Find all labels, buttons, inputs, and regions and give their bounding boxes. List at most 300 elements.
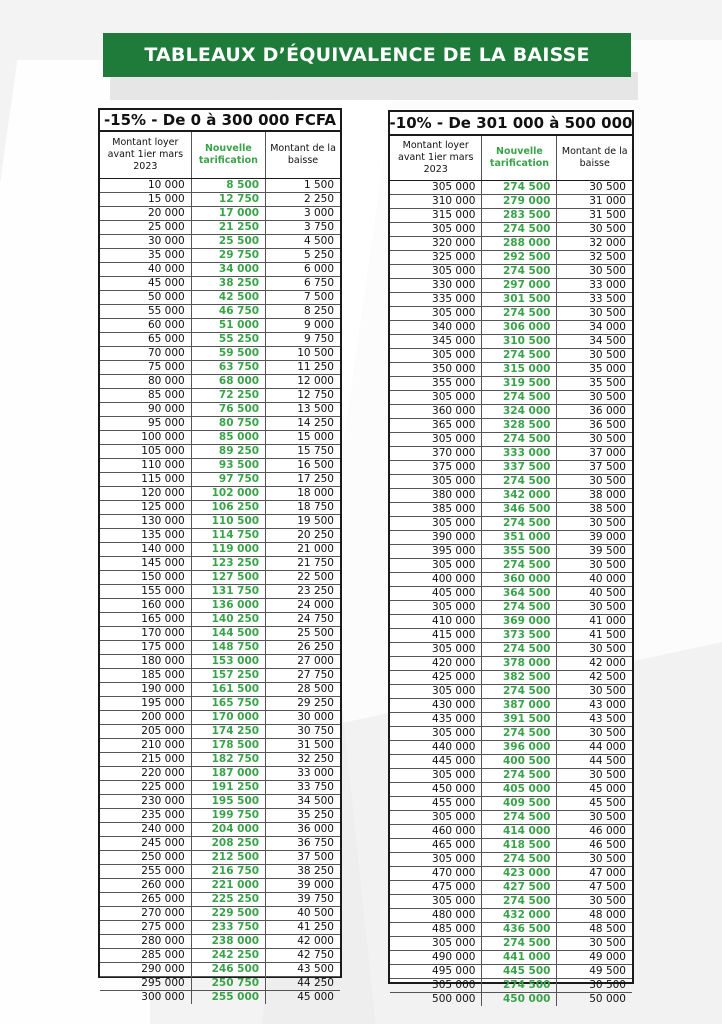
old-rent-cell: 305 000: [390, 306, 482, 320]
table-row: [100, 192, 340, 206]
new-price-cell: 225 250: [191, 892, 265, 906]
reduction-cell: 48 500: [557, 922, 632, 936]
old-rent-cell: 305 000: [390, 432, 482, 446]
reduction-cell: 27 750: [266, 668, 340, 682]
new-price-cell: 161 500: [191, 682, 265, 696]
old-rent-cell: 190 000: [100, 682, 191, 696]
new-price-cell: 233 750: [191, 920, 265, 934]
new-price-cell: 274 500: [482, 810, 557, 824]
table-row: [390, 782, 632, 796]
table-row: [390, 362, 632, 376]
new-price-cell: 387 000: [482, 698, 557, 712]
reduction-cell: 46 500: [557, 838, 632, 852]
reduction-cell: 19 500: [266, 514, 340, 528]
reduction-cell: 18 750: [266, 500, 340, 514]
old-rent-cell: 100 000: [100, 430, 191, 444]
table-row: [100, 794, 340, 808]
old-rent-cell: 485 000: [390, 922, 482, 936]
new-price-cell: 187 000: [191, 766, 265, 780]
table-row: [390, 530, 632, 544]
old-rent-cell: 305 000: [390, 474, 482, 488]
new-price-cell: 445 500: [482, 964, 557, 978]
table-body: [100, 178, 340, 1004]
table-row: [390, 726, 632, 740]
old-rent-cell: 305 000: [390, 558, 482, 572]
reduction-cell: 30 500: [557, 264, 632, 278]
table-row: [100, 262, 340, 276]
reduction-table-15: [98, 108, 342, 1003]
reduction-cell: 10 500: [266, 346, 340, 360]
table-row: [390, 796, 632, 810]
old-rent-cell: 280 000: [100, 934, 191, 948]
new-price-cell: 165 750: [191, 696, 265, 710]
table-row: [390, 334, 632, 348]
table-row: [100, 486, 340, 500]
new-price-cell: 427 500: [482, 880, 557, 894]
table-row: [100, 458, 340, 472]
table-row: [390, 418, 632, 432]
table-row: [390, 894, 632, 908]
new-price-cell: 131 750: [191, 584, 265, 598]
new-price-cell: 25 500: [191, 234, 265, 248]
new-price-cell: 55 250: [191, 332, 265, 346]
new-price-cell: 238 000: [191, 934, 265, 948]
reduction-cell: 18 000: [266, 486, 340, 500]
header-reduction: Montant de la baisse: [557, 136, 632, 180]
old-rent-cell: 230 000: [100, 794, 191, 808]
new-price-cell: 396 000: [482, 740, 557, 754]
reduction-cell: 30 500: [557, 642, 632, 656]
reduction-cell: 40 500: [557, 586, 632, 600]
table-row: [100, 514, 340, 528]
reduction-cell: 30 500: [557, 222, 632, 236]
reduction-cell: 47 500: [557, 880, 632, 894]
old-rent-cell: 270 000: [100, 906, 191, 920]
table-row: [100, 948, 340, 962]
table-row: [100, 626, 340, 640]
old-rent-cell: 380 000: [390, 488, 482, 502]
new-price-cell: 328 500: [482, 418, 557, 432]
table-row: [100, 808, 340, 822]
table-row: [390, 250, 632, 264]
new-price-cell: 274 500: [482, 516, 557, 530]
new-price-cell: 432 000: [482, 908, 557, 922]
table-row: [390, 502, 632, 516]
new-price-cell: 170 000: [191, 710, 265, 724]
old-rent-cell: 275 000: [100, 920, 191, 934]
old-rent-cell: 305 000: [390, 936, 482, 950]
table-row: [390, 824, 632, 838]
table-row: [390, 852, 632, 866]
new-price-cell: 436 500: [482, 922, 557, 936]
reduction-cell: 44 000: [557, 740, 632, 754]
old-rent-cell: 305 000: [390, 642, 482, 656]
new-price-cell: 8 500: [191, 178, 265, 192]
new-price-cell: 97 750: [191, 472, 265, 486]
table-row: [390, 754, 632, 768]
table-title: -15% - De 0 à 300 000 FCFA: [100, 110, 340, 132]
header-old-rent: Montant loyer avant 1ier mars 2023: [100, 132, 191, 178]
reduction-cell: 15 750: [266, 444, 340, 458]
table-row: [390, 516, 632, 530]
new-price-cell: 274 500: [482, 852, 557, 866]
new-price-cell: 178 500: [191, 738, 265, 752]
old-rent-cell: 450 000: [390, 782, 482, 796]
new-price-cell: 21 250: [191, 220, 265, 234]
table-row: [100, 598, 340, 612]
new-price-cell: 274 500: [482, 348, 557, 362]
reduction-cell: 47 000: [557, 866, 632, 880]
table-row: [390, 992, 632, 1006]
new-price-cell: 85 000: [191, 430, 265, 444]
old-rent-cell: 50 000: [100, 290, 191, 304]
table-row: [390, 544, 632, 558]
old-rent-cell: 35 000: [100, 248, 191, 262]
reduction-cell: 38 250: [266, 864, 340, 878]
reduction-cell: 35 250: [266, 808, 340, 822]
new-price-cell: 255 000: [191, 990, 265, 1004]
reduction-cell: 32 250: [266, 752, 340, 766]
reduction-cell: 45 000: [297, 990, 334, 1003]
new-price-cell: 369 000: [482, 614, 557, 628]
old-rent-cell: 350 000: [390, 362, 482, 376]
reduction-cell: 31 500: [266, 738, 340, 752]
table-row: [100, 444, 340, 458]
reduction-cell: 3 750: [266, 220, 340, 234]
new-price-cell: 242 250: [191, 948, 265, 962]
old-rent-cell: 290 000: [100, 962, 191, 976]
new-price-cell: 157 250: [191, 668, 265, 682]
old-rent-cell: 285 000: [100, 948, 191, 962]
reduction-cell: 50 000: [589, 992, 626, 1005]
old-rent-cell: 85 000: [100, 388, 191, 402]
new-price-cell: 391 500: [482, 712, 557, 726]
table-row: [390, 264, 632, 278]
reduction-cell: 11 250: [266, 360, 340, 374]
new-price-cell: 182 750: [191, 752, 265, 766]
new-price-cell: 418 500: [482, 838, 557, 852]
reduction-cell: 21 750: [266, 556, 340, 570]
old-rent-cell: 250 000: [100, 850, 191, 864]
table-row: [390, 292, 632, 306]
old-rent-cell: 105 000: [100, 444, 191, 458]
reduction-cell: 30 500: [557, 978, 632, 992]
new-price-cell: 29 750: [191, 248, 265, 262]
old-rent-cell: 180 000: [100, 654, 191, 668]
new-price-cell: 441 000: [482, 950, 557, 964]
new-price-cell: 382 500: [482, 670, 557, 684]
reduction-cell: 43 000: [557, 698, 632, 712]
table-row: [100, 290, 340, 304]
new-price-cell: 46 750: [191, 304, 265, 318]
new-price-cell: 110 500: [191, 514, 265, 528]
table-row: [100, 430, 340, 444]
old-rent-cell: 470 000: [390, 866, 482, 880]
new-price-cell: 102 000: [191, 486, 265, 500]
table-row: [390, 768, 632, 782]
old-rent-cell: 490 000: [390, 950, 482, 964]
old-rent-cell: 215 000: [100, 752, 191, 766]
old-rent-cell: 305 000: [390, 390, 482, 404]
old-rent-cell: 30 000: [100, 234, 191, 248]
old-rent-cell: 305 000: [390, 516, 482, 530]
old-rent-cell: 405 000: [390, 586, 482, 600]
header-row: [390, 136, 632, 180]
new-price-cell: 72 250: [191, 388, 265, 402]
reduction-cell: 8 250: [266, 304, 340, 318]
new-price-cell: 414 000: [482, 824, 557, 838]
new-price-cell: 250 750: [191, 976, 265, 990]
new-price-cell: 405 000: [482, 782, 557, 796]
new-price-cell: 274 500: [482, 390, 557, 404]
old-rent-cell: 260 000: [100, 878, 191, 892]
reduction-cell: 37 000: [557, 446, 632, 460]
reduction-cell: 30 500: [557, 348, 632, 362]
old-rent-cell: 200 000: [100, 710, 191, 724]
table-row: [100, 500, 340, 514]
table-row: [100, 332, 340, 346]
table-row: [100, 920, 340, 934]
table-row: [390, 740, 632, 754]
reduction-cell: 32 000: [557, 236, 632, 250]
table-row: [100, 220, 340, 234]
table-row: [390, 656, 632, 670]
old-rent-cell: 20 000: [100, 206, 191, 220]
reduction-cell: 1 500: [266, 178, 340, 192]
reduction-cell: 9 750: [266, 332, 340, 346]
old-rent-cell: 210 000: [100, 738, 191, 752]
new-price-cell: 89 250: [191, 444, 265, 458]
reduction-cell: 22 500: [266, 570, 340, 584]
old-rent-cell: 130 000: [100, 514, 191, 528]
new-price-cell: 315 000: [482, 362, 557, 376]
table-row: [100, 612, 340, 626]
reduction-cell: 30 500: [557, 180, 632, 194]
new-price-cell: 136 000: [191, 598, 265, 612]
new-price-cell: 373 500: [482, 628, 557, 642]
new-price-cell: 274 500: [482, 978, 557, 992]
new-price-cell: 292 500: [482, 250, 557, 264]
old-rent-cell: 495 000: [390, 964, 482, 978]
new-price-cell: 114 750: [191, 528, 265, 542]
reduction-cell: 30 500: [557, 768, 632, 782]
table-row: [100, 234, 340, 248]
reduction-table-10: [388, 110, 634, 1005]
table-row: [100, 766, 340, 780]
new-price-cell: 204 000: [191, 822, 265, 836]
reduction-cell: 30 500: [557, 390, 632, 404]
reduction-cell: 30 500: [557, 516, 632, 530]
header-new-price: Nouvelle tarification: [482, 136, 557, 180]
reduction-cell: 46 000: [557, 824, 632, 838]
old-rent-cell: 460 000: [390, 824, 482, 838]
old-rent-cell: 125 000: [100, 500, 191, 514]
table-row: [100, 962, 340, 976]
old-rent-cell: 25 000: [100, 220, 191, 234]
reduction-cell: 45 500: [557, 796, 632, 810]
reduction-cell: 30 750: [266, 724, 340, 738]
reduction-cell: 48 000: [557, 908, 632, 922]
new-price-cell: 342 000: [482, 488, 557, 502]
reduction-cell: 31 500: [557, 208, 632, 222]
new-price-cell: 423 000: [482, 866, 557, 880]
new-price-cell: 274 500: [482, 222, 557, 236]
table-row: [100, 906, 340, 920]
reduction-cell: 43 500: [266, 962, 340, 976]
table-row: [100, 304, 340, 318]
new-price-cell: 364 500: [482, 586, 557, 600]
reduction-cell: 24 000: [266, 598, 340, 612]
old-rent-cell: 305 000: [390, 978, 482, 992]
old-rent-cell: 150 000: [100, 570, 191, 584]
table-row: [100, 248, 340, 262]
table-row: [390, 278, 632, 292]
old-rent-cell: 325 000: [390, 250, 482, 264]
table-row: [100, 864, 340, 878]
old-rent-cell: 95 000: [100, 416, 191, 430]
new-price-cell: 51 000: [191, 318, 265, 332]
new-price-cell: 148 750: [191, 640, 265, 654]
table-row: [390, 404, 632, 418]
table-row: [100, 822, 340, 836]
old-rent-cell: 90 000: [100, 402, 191, 416]
new-price-cell: 310 500: [482, 334, 557, 348]
new-price-cell: 144 500: [191, 626, 265, 640]
table-row: [100, 374, 340, 388]
old-rent-cell: 305 000: [390, 222, 482, 236]
reduction-cell: 44 250: [266, 976, 340, 990]
old-rent-cell: 170 000: [100, 626, 191, 640]
table-row: [390, 880, 632, 894]
old-rent-cell: 70 000: [100, 346, 191, 360]
old-rent-cell: 500 000: [390, 992, 482, 1006]
new-price-cell: 274 500: [482, 306, 557, 320]
reduction-cell: 39 000: [557, 530, 632, 544]
new-price-cell: 279 000: [482, 194, 557, 208]
old-rent-cell: 445 000: [390, 754, 482, 768]
table-row: [390, 600, 632, 614]
new-price-cell: 450 000: [482, 992, 557, 1006]
reduction-cell: 34 000: [557, 320, 632, 334]
new-price-cell: 68 000: [191, 374, 265, 388]
table-row: [100, 724, 340, 738]
reduction-cell: 30 500: [557, 726, 632, 740]
old-rent-cell: 425 000: [390, 670, 482, 684]
old-rent-cell: 55 000: [100, 304, 191, 318]
table-row: [100, 654, 340, 668]
table-row: [100, 584, 340, 598]
header-reduction: Montant de la baisse: [266, 132, 340, 178]
old-rent-cell: 385 000: [390, 502, 482, 516]
reduction-cell: 24 750: [266, 612, 340, 626]
reduction-cell: 41 250: [266, 920, 340, 934]
reduction-cell: 43 500: [557, 712, 632, 726]
table-row: [390, 866, 632, 880]
reduction-cell: 30 500: [557, 600, 632, 614]
old-rent-cell: 435 000: [390, 712, 482, 726]
old-rent-cell: 320 000: [390, 236, 482, 250]
reduction-cell: 35 000: [557, 362, 632, 376]
header-row: [100, 132, 340, 178]
new-price-cell: 119 000: [191, 542, 265, 556]
new-price-cell: 319 500: [482, 376, 557, 390]
table-row: [390, 180, 632, 194]
new-price-cell: 174 250: [191, 724, 265, 738]
reduction-cell: 41 000: [557, 614, 632, 628]
old-rent-cell: 395 000: [390, 544, 482, 558]
new-price-cell: 195 500: [191, 794, 265, 808]
old-rent-cell: 265 000: [100, 892, 191, 906]
reduction-cell: 34 500: [266, 794, 340, 808]
reduction-cell: 30 500: [557, 558, 632, 572]
old-rent-cell: 305 000: [390, 768, 482, 782]
table-row: [390, 978, 632, 992]
reduction-cell: 16 500: [266, 458, 340, 472]
reduction-cell: 26 250: [266, 640, 340, 654]
reduction-cell: 38 000: [557, 488, 632, 502]
reduction-cell: 2 250: [266, 192, 340, 206]
old-rent-cell: 140 000: [100, 542, 191, 556]
reduction-cell: 9 000: [266, 318, 340, 332]
new-price-cell: 191 250: [191, 780, 265, 794]
old-rent-cell: 15 000: [100, 192, 191, 206]
table-row: [100, 752, 340, 766]
reduction-cell: 49 500: [557, 964, 632, 978]
old-rent-cell: 295 000: [100, 976, 191, 990]
table-row: [100, 934, 340, 948]
new-price-cell: 324 000: [482, 404, 557, 418]
old-rent-cell: 305 000: [390, 810, 482, 824]
table-row: [100, 976, 340, 990]
old-rent-cell: 195 000: [100, 696, 191, 710]
table-row: [100, 892, 340, 906]
table-row: [100, 416, 340, 430]
new-price-cell: 306 000: [482, 320, 557, 334]
table-row: [100, 668, 340, 682]
new-price-cell: 333 000: [482, 446, 557, 460]
table-row: [390, 348, 632, 362]
new-price-cell: 274 500: [482, 684, 557, 698]
reduction-cell: 12 000: [266, 374, 340, 388]
reduction-cell: 33 000: [266, 766, 340, 780]
old-rent-cell: 110 000: [100, 458, 191, 472]
new-price-cell: 297 000: [482, 278, 557, 292]
new-price-cell: 63 750: [191, 360, 265, 374]
reduction-cell: 40 000: [557, 572, 632, 586]
old-rent-cell: 455 000: [390, 796, 482, 810]
new-price-cell: 274 500: [482, 936, 557, 950]
reduction-cell: 15 000: [266, 430, 340, 444]
old-rent-cell: 415 000: [390, 628, 482, 642]
old-rent-cell: 240 000: [100, 822, 191, 836]
table-row: [100, 556, 340, 570]
table-row: [390, 586, 632, 600]
table-row: [100, 360, 340, 374]
table-row: [390, 628, 632, 642]
new-price-cell: 274 500: [482, 600, 557, 614]
page-title: TABLEAUX D’ÉQUIVALENCE DE LA BAISSE: [144, 44, 590, 66]
table-row: [390, 194, 632, 208]
new-price-cell: 59 500: [191, 346, 265, 360]
table-row: [390, 908, 632, 922]
old-rent-cell: 235 000: [100, 808, 191, 822]
new-price-cell: 283 500: [482, 208, 557, 222]
table-row: [390, 614, 632, 628]
old-rent-cell: 75 000: [100, 360, 191, 374]
new-price-cell: 355 500: [482, 544, 557, 558]
reduction-cell: 33 500: [557, 292, 632, 306]
table-row: [390, 964, 632, 978]
